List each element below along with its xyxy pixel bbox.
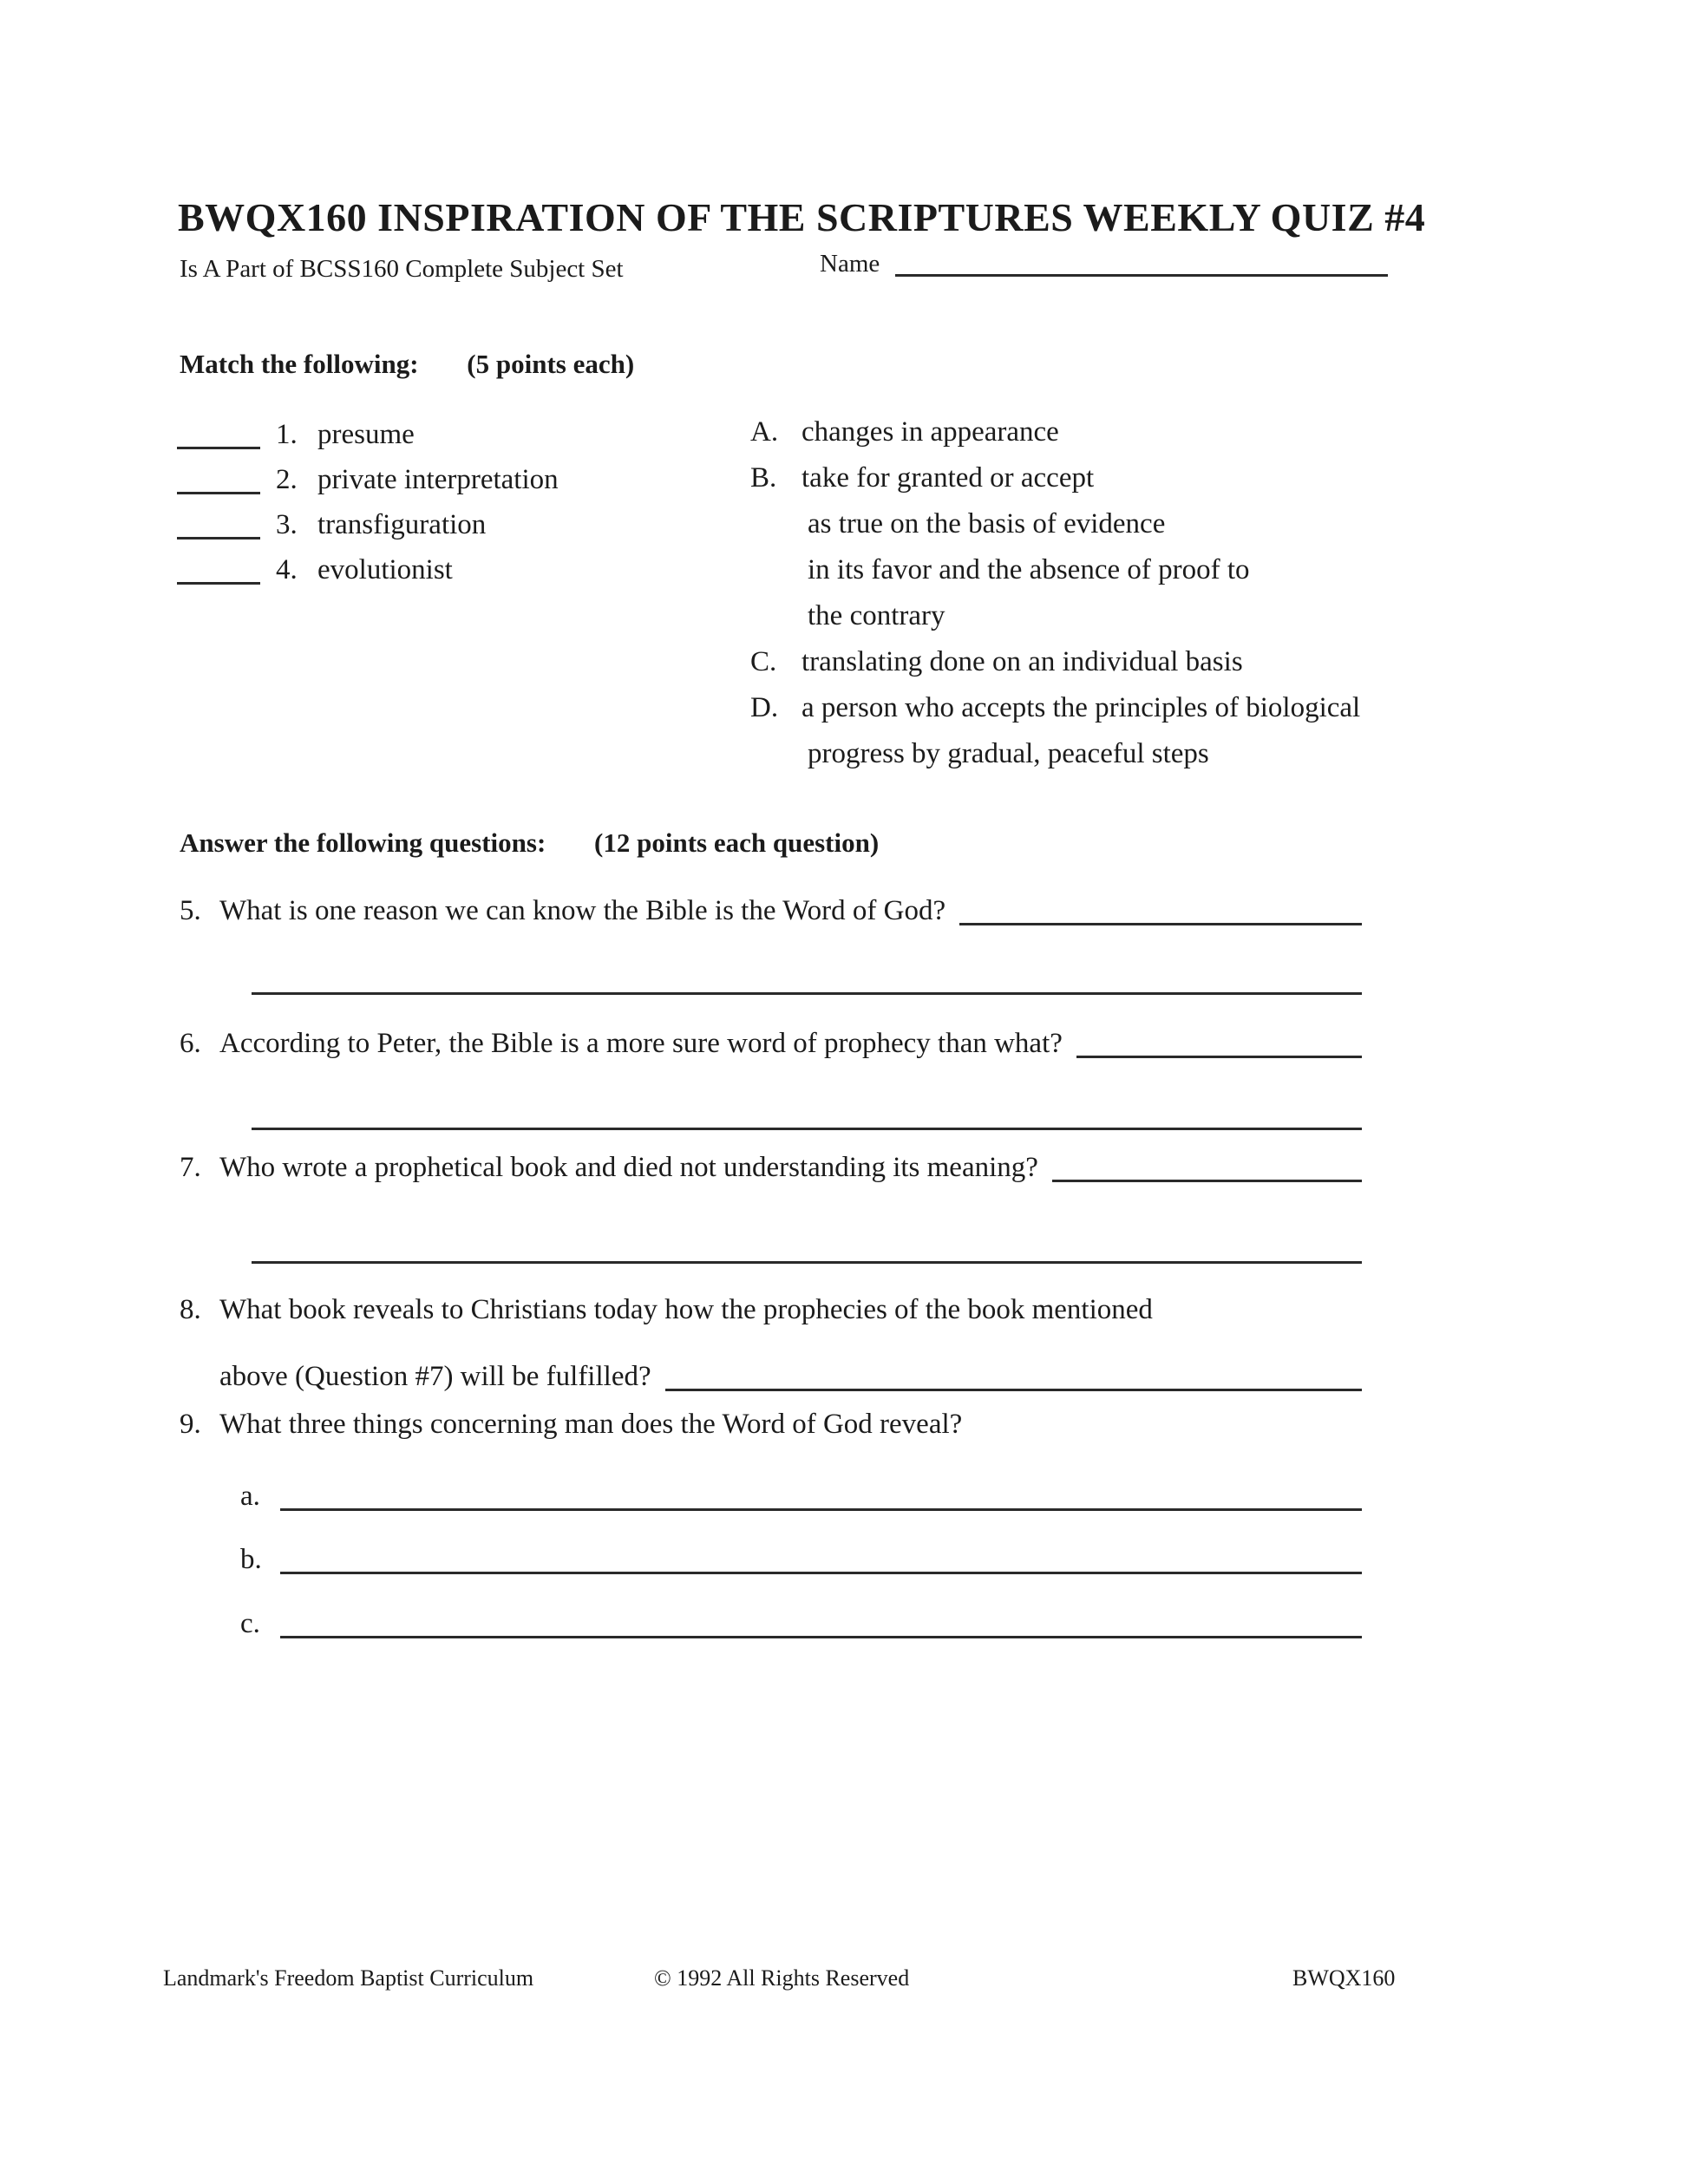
footer-publisher: Landmark's Freedom Baptist Curriculum [163, 1965, 534, 1991]
question-text: According to Peter, the Bible is a more sure word of prophecy than what? [219, 1028, 1063, 1059]
name-label: Name [820, 250, 880, 278]
match-option-text: translating done on an individual basis [801, 646, 1243, 677]
match-option-text: a person who accepts the principles of biological [801, 692, 1361, 723]
match-section-heading [180, 350, 634, 377]
match-option-letter: C. [750, 646, 777, 677]
answer-continuation-line-7[interactable] [252, 1261, 1362, 1264]
question-number: 8. [180, 1294, 201, 1325]
match-option-row [750, 723, 1360, 768]
question-number: 5. [180, 895, 201, 926]
sub-answer-row-a [240, 1476, 1362, 1511]
match-item-row [177, 449, 559, 494]
match-option-row [750, 539, 1360, 585]
match-option-row [750, 585, 1360, 631]
question-row-8 [180, 1290, 1362, 1324]
question-row-5 [180, 891, 1362, 925]
match-item-row [177, 494, 559, 539]
answer-continuation-line-5[interactable] [252, 992, 1362, 995]
question-text: above (Question #7) will be fulfilled? [219, 1361, 651, 1392]
match-option-row [750, 631, 1360, 677]
match-item-number: 4. [276, 554, 298, 585]
match-answer-blank-2[interactable] [177, 488, 260, 494]
match-item-number: 1. [276, 419, 298, 450]
match-answer-blank-4[interactable] [177, 579, 260, 585]
match-answer-blank-3[interactable] [177, 533, 260, 539]
match-item-row [177, 404, 559, 449]
match-option-row [750, 493, 1360, 539]
match-option-text: the contrary [808, 600, 945, 631]
answer-blank-line-7[interactable] [1052, 1176, 1362, 1182]
question-text: What three things concerning man does the Word of God reveal? [219, 1409, 963, 1440]
quiz-title: BWQX160 INSPIRATION OF THE SCRIPTURES WEEKLY QUIZ #4 [178, 195, 1426, 239]
match-items-column [177, 404, 559, 585]
match-option-text: as true on the basis of evidence [808, 508, 1166, 539]
answer-points-label: (12 points each question) [594, 827, 880, 858]
sub-answer-blank-line-a[interactable] [280, 1505, 1362, 1511]
match-options-column [750, 401, 1360, 768]
name-blank-line[interactable] [895, 271, 1388, 277]
match-option-row [750, 677, 1360, 723]
match-heading-text: Match the following: [180, 349, 419, 379]
question-text: What book reveals to Christians today how the prophecies of the book mentioned [219, 1294, 1153, 1325]
answer-blank-line-8[interactable] [665, 1385, 1362, 1391]
sub-answer-row-b [240, 1540, 1362, 1574]
match-item-number: 3. [276, 509, 298, 540]
sub-answer-label: b. [240, 1544, 262, 1575]
match-item-term: evolutionist [317, 554, 453, 585]
match-option-text: changes in appearance [801, 416, 1059, 448]
footer-copyright: © 1992 All Rights Reserved [654, 1965, 910, 1991]
sub-answer-blank-line-c[interactable] [280, 1632, 1362, 1638]
question-row-7 [180, 1148, 1362, 1182]
match-answer-blank-1[interactable] [177, 443, 260, 449]
question-number: 6. [180, 1028, 201, 1059]
answer-section-heading [180, 829, 879, 856]
match-option-text: take for granted or accept [801, 462, 1095, 494]
match-option-letter: A. [750, 416, 779, 448]
question-row-8-continued [180, 1357, 1362, 1391]
name-field-group [820, 252, 1388, 277]
question-text: What is one reason we can know the Bible is the Word of God? [219, 895, 946, 926]
answer-blank-line-5[interactable] [959, 919, 1362, 925]
question-row-6 [180, 1023, 1362, 1058]
match-option-row [750, 401, 1360, 447]
answer-blank-line-6[interactable] [1076, 1052, 1362, 1058]
match-points-label: (5 points each) [467, 349, 635, 379]
question-number: 7. [180, 1152, 201, 1183]
footer-code: BWQX160 [1292, 1965, 1396, 1991]
question-number: 9. [180, 1409, 201, 1440]
sub-answer-label: a. [240, 1481, 260, 1512]
match-option-letter: B. [750, 462, 777, 494]
match-option-text: in its favor and the absence of proof to [808, 554, 1250, 585]
match-item-term: private interpretation [317, 464, 559, 495]
sub-answer-label: c. [240, 1608, 260, 1639]
match-option-row [750, 447, 1360, 493]
match-option-text: progress by gradual, peaceful steps [808, 738, 1209, 769]
match-item-row [177, 539, 559, 585]
match-option-letter: D. [750, 692, 779, 723]
sub-answer-row-c [240, 1604, 1362, 1638]
answer-continuation-line-6[interactable] [252, 1128, 1362, 1130]
sub-answer-blank-line-b[interactable] [280, 1568, 1362, 1574]
question-text: Who wrote a prophetical book and died not understanding its meaning? [219, 1152, 1038, 1183]
answer-heading-text: Answer the following questions: [180, 827, 546, 858]
match-item-number: 2. [276, 464, 298, 495]
subject-set-note: Is A Part of BCSS160 Complete Subject Set [180, 255, 624, 283]
match-item-term: presume [317, 419, 415, 450]
question-row-9 [180, 1404, 1362, 1439]
match-item-term: transfiguration [317, 509, 487, 540]
